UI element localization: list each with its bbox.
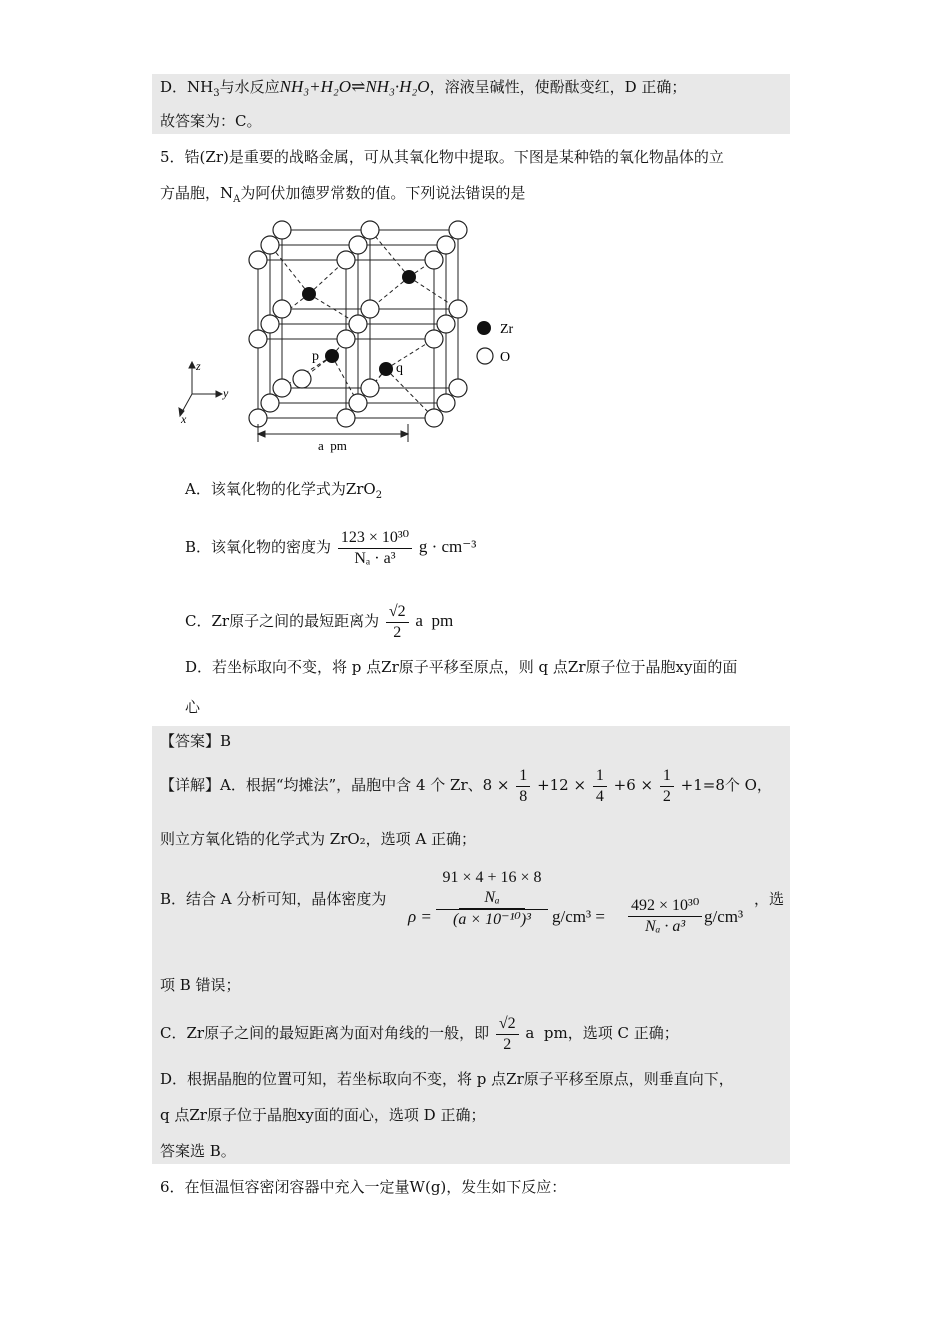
detail-d-line1: D．根据晶胞的位置可知，若坐标取向不变，将 p 点Zr原子平移至原点，则垂直向下， [160, 1070, 734, 1088]
detail-d-line2: q 点Zr原子位于晶胞xy面的面心，选项 D 正确； [160, 1106, 486, 1124]
ammonia-equation: NH₃+H₂O⇌NH₃·H₂O [279, 77, 430, 96]
legend-zr-label: Zr [500, 322, 514, 337]
option-c-fraction: $\frac{√2}{2}$ [386, 602, 409, 643]
cell-edge-label: a pm [318, 438, 347, 453]
detail-a-line2: 则立方氧化锆的化学式为 ZrO₂，选项 A 正确； [160, 830, 477, 848]
option-c: C．Zr原子之间的最短距离为 $\frac{√2}{2}$ a pm [185, 602, 454, 641]
answer-line: 【答案】B [160, 732, 232, 750]
detail-b-line2: 项 B 错误； [160, 976, 241, 994]
axis-x-label: x [181, 412, 187, 426]
legend-o-icon [477, 348, 493, 364]
crystal-cell-figure [172, 214, 532, 454]
zr-atom [302, 287, 316, 301]
detail-c: C．Zr原子之间的最短距离为面对角线的一般，即 $\frac{√2}{2}$ a pm，选项 C 正确； [160, 1014, 679, 1053]
axis-y-label: y [223, 386, 229, 400]
question-stem-line1: 5．锆(Zr)是重要的战略金属，可从其氧化物中提取。下图是某种锆的氧化物晶体的立 [160, 148, 724, 166]
option-d-line2: 心 [185, 698, 201, 716]
axis-z-label: z [196, 359, 201, 373]
question-stem-line2: 方晶胞，$N_A$为阿伏加德罗常数的值。下列说法错误的是 [160, 184, 526, 205]
option-a: A．该氧化物的化学式为ZrO$_2$ [185, 480, 383, 501]
next-question-stem: 6．在恒温恒容密闭容器中充入一定量W(g)，发生如下反应： [160, 1178, 567, 1196]
zr-atom-p [325, 349, 339, 363]
option-b-fraction: $\frac{\text{123 × 10³⁰}}{\text{Nₐ · a³}}$ [338, 528, 412, 569]
option-d-explanation: D．$NH_3$与水反应NH₃+H₂O⇌NH₃·H₂O，溶液呈碱性，使酚酞变红，D 正确； [160, 77, 687, 99]
option-d-line1: D．若坐标取向不变，将 p 点Zr原子平移至原点，则 q 点Zr原子位于晶胞xy面的面 [185, 658, 738, 676]
zr-atom [402, 270, 416, 284]
legend-o-label: O [500, 350, 511, 365]
final-answer: 答案选 B。 [160, 1142, 236, 1160]
label-p: p [312, 349, 319, 364]
density-formula: ρ = 91 × 4 + 16 × 8 Nₐ (a × 10⁻¹⁰)³ g/cm³ = $\frac{\text{492 × 10³⁰}}{\text{Nₐ · a³}}$ g/cm³ ，选 [408, 869, 785, 935]
label-q: q [396, 361, 403, 376]
previous-conclusion: 故答案为：C。 [160, 112, 262, 130]
legend-zr-icon [477, 321, 491, 335]
detail-a: 【详解】A．根据“均摊法”，晶胞中含 4 个 Zr、8 × $\frac{1}{8}$ +12 × $\frac{1}{4}$ +6 × $\frac{1}{2}$ +1=8个 O， [160, 766, 772, 805]
document-page: D．$NH_3$与水反应NH₃+H₂O⇌NH₃·H₂O，溶液呈碱性，使酚酞变红，D 正确； 故答案为：C。 5．锆(Zr)是重要的战略金属，可从其氧化物中提取。下图是某种锆的氧化物晶体的立 方晶胞，$N_A$为阿伏加德罗常数的值。下列说法错误的是 p q Zr O z y x a pm A．该氧化物的化学式为ZrO$_2$ B．该氧化物的密度为 $\frac{\text{123 × 10³⁰}}{\text{Nₐ · a³}}$ g · cm⁻³ C．Zr原子之间的最短距离为 $\frac{√2}{2}$ a pm D．若坐标取向不变，将 p 点Zr原子平移至原点，则 q 点Zr原子位于晶胞xy面的面 心 【答案】B 【详解】A．根据“均摊法”，晶胞中含 4 个 Zr、8 × $\frac{1}{8}$ +12 × $\frac{1}{4}$ +6 × $\frac{1}{2}$ +1=8个 O， 则立方氧化锆的化学式为 ZrO₂，选项 A 正确； B．结合 A 分析可知，晶体密度为 ρ = 91 × 4 + 16 × 8 Nₐ (a × 10⁻¹⁰)³ g/cm³ = $\frac{\text{492 × 10³⁰}}{\text{Nₐ · a³}}$ g/cm³ ，选 项 B 错误； C．Zr原子之间的最短距离为面对角线的一般，即 $\frac{√2}{2}$ a pm，选项 C 正确； D．根据晶胞的位置可知，若坐标取向不变，将 p 点Zr原子平移至原点，则垂直向下， q 点Zr原子位于晶胞xy面的面心，选项 D 正确； 答案选 B。 6．在恒温恒容密闭容器中充入一定量W(g)，发生如下反应： [0, 0, 950, 1344]
zr-atom-q [379, 362, 393, 376]
option-b: B．该氧化物的密度为 $\frac{\text{123 × 10³⁰}}{\text{Nₐ · a³}}$ g · cm⁻³ [185, 528, 477, 567]
